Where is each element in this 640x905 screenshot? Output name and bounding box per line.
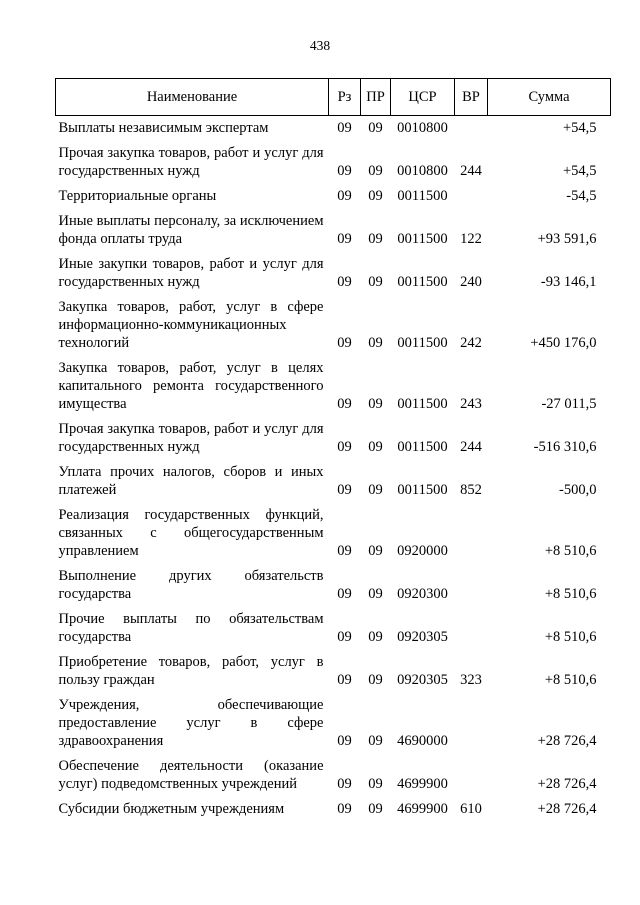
budget-table <box>55 78 611 822</box>
header-pr: ПР <box>361 79 391 116</box>
cell-rz: 09 <box>337 672 352 688</box>
cell-name: Субсидии бюджетным учреждениям <box>58 801 285 817</box>
table-row <box>56 252 611 295</box>
cell-rz: 09 <box>337 120 352 136</box>
cell-pr: 09 <box>368 629 383 645</box>
table-row <box>56 184 611 209</box>
cell-pr: 09 <box>368 672 383 688</box>
cell-rz: 09 <box>337 801 352 817</box>
cell-vr: 852 <box>460 482 482 498</box>
cell-csr: 0920305 <box>397 672 448 688</box>
cell-vr <box>455 564 488 607</box>
cell-name: Прочая закупка товаров, работ и услуг для государственных нужд <box>58 145 324 179</box>
cell-pr: 09 <box>368 543 383 559</box>
cell-vr <box>455 607 488 650</box>
header-csr: ЦСР <box>391 79 455 116</box>
cell-rz: 09 <box>337 188 352 204</box>
cell-rz: 09 <box>337 733 352 749</box>
cell-name: Закупка товаров, работ, услуг в сфере информационно-коммуникационных технологий <box>58 299 324 351</box>
cell-rz: 09 <box>337 543 352 559</box>
cell-sum: +8 510,6 <box>544 629 597 645</box>
cell-name: Приобретение товаров, работ, услуг в пользу граждан <box>58 654 324 688</box>
cell-rz: 09 <box>337 586 352 602</box>
cell-vr: 323 <box>460 672 482 688</box>
cell-sum: +8 510,6 <box>544 543 597 559</box>
header-rz: Рз <box>329 79 361 116</box>
table-row <box>56 693 611 754</box>
cell-sum: -27 011,5 <box>541 396 597 412</box>
header-sum: Сумма <box>488 79 611 116</box>
cell-pr: 09 <box>368 274 383 290</box>
table-row <box>56 607 611 650</box>
table-row <box>56 564 611 607</box>
cell-vr: 242 <box>460 335 482 351</box>
cell-pr: 09 <box>368 439 383 455</box>
cell-pr: 09 <box>368 733 383 749</box>
cell-csr: 0010800 <box>397 120 448 136</box>
cell-name: Выполнение других обязательств государства <box>58 568 324 602</box>
cell-pr: 09 <box>368 231 383 247</box>
cell-name: Территориальные органы <box>58 188 217 204</box>
cell-pr: 09 <box>368 188 383 204</box>
cell-sum: +28 726,4 <box>537 776 597 792</box>
cell-sum: +54,5 <box>562 163 597 179</box>
table-row <box>56 797 611 822</box>
cell-vr <box>455 503 488 564</box>
cell-rz: 09 <box>337 396 352 412</box>
cell-vr: 244 <box>460 163 482 179</box>
cell-csr: 0011500 <box>397 188 448 204</box>
page-number: 438 <box>309 38 331 53</box>
cell-sum: +93 591,6 <box>537 231 597 247</box>
cell-sum: +54,5 <box>562 120 597 136</box>
table-row <box>56 356 611 417</box>
table-row <box>56 460 611 503</box>
table-row <box>56 417 611 460</box>
cell-sum: +28 726,4 <box>537 733 597 749</box>
cell-rz: 09 <box>337 629 352 645</box>
cell-name: Иные выплаты персоналу, за исключением фонда оплаты труда <box>58 213 324 247</box>
cell-name: Выплаты независимым экспертам <box>58 120 269 136</box>
cell-pr: 09 <box>368 335 383 351</box>
cell-csr: 4699900 <box>397 801 448 817</box>
cell-vr <box>455 116 488 142</box>
table-row <box>56 116 611 142</box>
cell-csr: 0920305 <box>397 629 448 645</box>
cell-name: Реализация государственных функций, связанных с общегосударственным управлением <box>58 507 324 559</box>
cell-sum: -93 146,1 <box>540 274 597 290</box>
cell-vr: 243 <box>460 396 482 412</box>
table-row <box>56 295 611 356</box>
cell-name: Уплата прочих налогов, сборов и иных платежей <box>58 464 324 498</box>
cell-vr: 244 <box>460 439 482 455</box>
cell-sum: -516 310,6 <box>533 439 597 455</box>
cell-sum: +8 510,6 <box>544 586 597 602</box>
table-row <box>56 209 611 252</box>
header-name: Наименование <box>56 79 329 116</box>
table-body <box>56 116 611 823</box>
cell-rz: 09 <box>337 482 352 498</box>
cell-sum: +450 176,0 <box>530 335 597 351</box>
cell-pr: 09 <box>368 120 383 136</box>
table-row <box>56 754 611 797</box>
header-vr: ВР <box>455 79 488 116</box>
cell-csr: 0010800 <box>397 163 448 179</box>
cell-vr <box>455 184 488 209</box>
cell-pr: 09 <box>368 586 383 602</box>
cell-rz: 09 <box>337 231 352 247</box>
cell-name: Закупка товаров, работ, услуг в целях капитального ремонта государственного имущества <box>58 360 324 412</box>
cell-rz: 09 <box>337 776 352 792</box>
cell-csr: 4699900 <box>397 776 448 792</box>
cell-name: Иные закупки товаров, работ и услуг для государственных нужд <box>58 256 324 290</box>
cell-vr <box>455 693 488 754</box>
cell-name: Учреждения, обеспечивающие предоставление услуг в сфере здравоохранения <box>58 697 324 749</box>
table-row <box>56 141 611 184</box>
cell-rz: 09 <box>337 163 352 179</box>
cell-rz: 09 <box>337 335 352 351</box>
cell-vr <box>455 754 488 797</box>
cell-pr: 09 <box>368 482 383 498</box>
table-row <box>56 503 611 564</box>
table-header <box>56 79 611 116</box>
cell-sum: -54,5 <box>566 188 597 204</box>
cell-name: Обеспечение деятельности (оказание услуг) подведомственных учреждений <box>58 758 324 792</box>
cell-vr: 610 <box>460 801 482 817</box>
cell-csr: 0011500 <box>397 396 448 412</box>
cell-csr: 0011500 <box>397 274 448 290</box>
table-row <box>56 650 611 693</box>
cell-vr: 240 <box>460 274 482 290</box>
cell-pr: 09 <box>368 801 383 817</box>
cell-name: Прочая закупка товаров, работ и услуг для государственных нужд <box>58 421 324 455</box>
cell-sum: +8 510,6 <box>544 672 597 688</box>
cell-csr: 0011500 <box>397 335 448 351</box>
cell-sum: -500,0 <box>559 482 597 498</box>
cell-pr: 09 <box>368 163 383 179</box>
cell-rz: 09 <box>337 274 352 290</box>
cell-vr: 122 <box>460 231 482 247</box>
cell-pr: 09 <box>368 776 383 792</box>
cell-name: Прочие выплаты по обязательствам государства <box>58 611 324 645</box>
cell-csr: 0011500 <box>397 231 448 247</box>
cell-csr: 0920300 <box>397 586 448 602</box>
cell-csr: 0920000 <box>397 543 448 559</box>
cell-pr: 09 <box>368 396 383 412</box>
cell-csr: 0011500 <box>397 482 448 498</box>
cell-rz: 09 <box>337 439 352 455</box>
cell-sum: +28 726,4 <box>537 801 597 817</box>
cell-csr: 4690000 <box>397 733 448 749</box>
cell-csr: 0011500 <box>397 439 448 455</box>
